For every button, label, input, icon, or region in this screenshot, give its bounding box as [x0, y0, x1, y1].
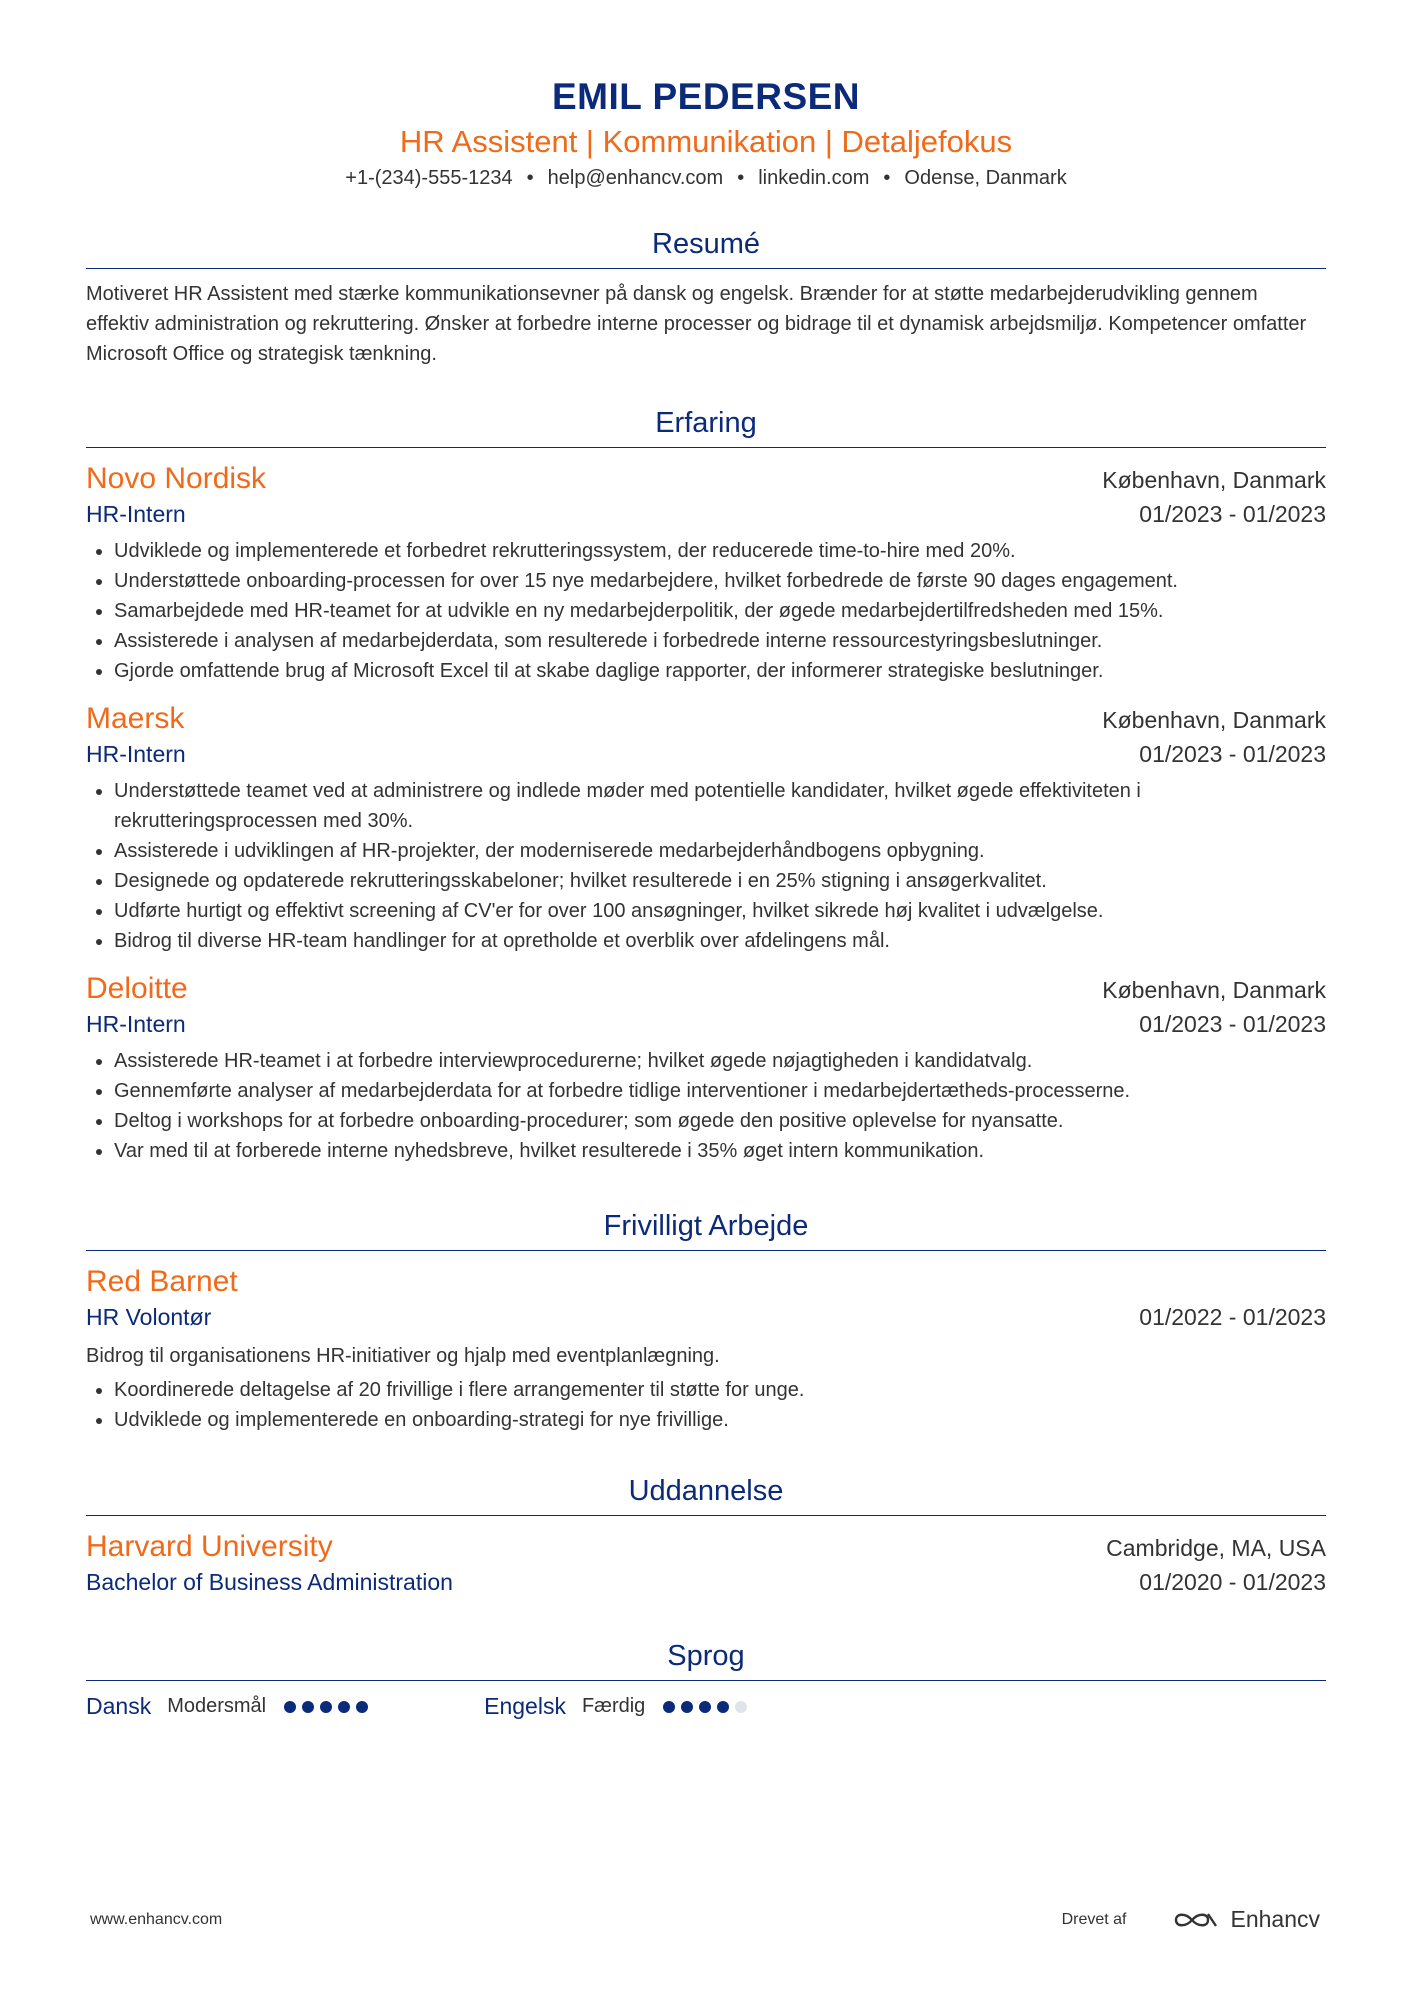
company-name: Deloitte	[86, 972, 188, 1005]
footer-website[interactable]: www.enhancv.com	[90, 1910, 223, 1928]
section-title-summary: Resumé	[86, 224, 1326, 269]
contact-linkedin[interactable]: linkedin.com	[758, 167, 870, 189]
experience-entry	[86, 970, 1326, 1166]
language-rating	[663, 1701, 753, 1713]
volunteer-role: HR Volontør	[86, 1304, 212, 1330]
job-dates: 01/2023 - 01/2023	[1139, 501, 1326, 527]
list-item: Samarbejdede med HR-teamet for at udvikle en ny medarbejderpolitik, der øgede medarbejdertilfredsheden med 15%.	[86, 596, 1326, 626]
language-item	[86, 1693, 374, 1720]
list-item: Gennemførte analyser af medarbejderdata for at forbedre tidlige interventioner i medarbejdertætheds-processerne.	[86, 1076, 1326, 1106]
job-dates: 01/2023 - 01/2023	[1139, 741, 1326, 767]
summary-text: Motiveret HR Assistent med stærke kommunikationsevner på dansk og engelsk. Brænder for at støtte medarbejderudvikling gennem effektiv administration og rekruttering. Ønsker at forbedre interne processer og bidrage til et dynamisk arbejdsmiljø. Kompetencer omfatter Microsoft Office og strategisk tænkning.	[86, 283, 1307, 365]
volunteer-section	[86, 1206, 1326, 1435]
language-list	[86, 1693, 1326, 1720]
list-item: Koordinerede deltagelse af 20 frivillige i flere arrangementer til støtte for unge.	[86, 1375, 1326, 1405]
school-name: Harvard University	[86, 1530, 333, 1563]
job-location: København, Danmark	[1102, 977, 1326, 1003]
rating-dot-filled	[663, 1701, 675, 1713]
job-title: HR-Intern	[86, 1011, 186, 1037]
rating-dot-empty	[735, 1701, 747, 1713]
list-item: Bidrog til diverse HR-team handlinger for at opretholde et overblik over afdelingens mål.	[86, 926, 1326, 956]
contact-location: Odense, Danmark	[904, 167, 1067, 189]
bullet-separator: •	[526, 167, 534, 189]
section-title-education: Uddannelse	[86, 1471, 1326, 1516]
rating-dot-filled	[338, 1701, 350, 1713]
job-title: HR-Intern	[86, 501, 186, 527]
job-location: København, Danmark	[1102, 707, 1326, 733]
rating-dot-filled	[320, 1701, 332, 1713]
education-section	[86, 1471, 1326, 1598]
contact-phone: +1-(234)-555-1234	[345, 167, 513, 189]
list-item: Udviklede og implementerede en onboarding-strategi for nye frivillige.	[86, 1405, 1326, 1435]
list-item: Var med til at forberede interne nyhedsbreve, hvilket resulterede i 35% øget intern kommunikation.	[86, 1136, 1326, 1166]
list-item: Understøttede onboarding-processen for over 15 nye medarbejdere, hvilket forbedrede de første 90 dages engagement.	[86, 566, 1326, 596]
brand-name: Enhancv	[1230, 1906, 1320, 1932]
language-name: Engelsk	[484, 1693, 566, 1719]
list-item: Gjorde omfattende brug af Microsoft Excel til at skabe daglige rapporter, der informerer strategiske beslutninger.	[86, 656, 1326, 686]
list-item: Udførte hurtigt og effektivt screening af CV'er for over 100 ansøgninger, hvilket sikrede høj kvalitet i udvælgelse.	[86, 896, 1326, 926]
company-name: Maersk	[86, 702, 185, 735]
list-item: Assisterede i udviklingen af HR-projekter, der moderniserede medarbejderhåndbogens opbygning.	[86, 836, 1326, 866]
rating-dot-filled	[717, 1701, 729, 1713]
education-entry	[86, 1528, 1326, 1598]
summary-section	[86, 224, 1326, 369]
footer-branding	[1062, 1906, 1320, 1933]
powered-by-label: Drevet af	[1061, 1910, 1127, 1928]
enhancv-logo-icon	[1172, 1908, 1220, 1932]
list-item: Assisterede HR-teamet i at forbedre interviewprocedurerne; hvilket øgede nøjagtigheden i kandidatvalg.	[86, 1046, 1326, 1076]
job-dates: 01/2023 - 01/2023	[1139, 1011, 1326, 1037]
job-location: København, Danmark	[1102, 467, 1326, 493]
achievement-list	[86, 1375, 1326, 1435]
list-item: Assisterede i analysen af medarbejderdata, som resulterede i forbedrede interne ressourcestyringsbeslutninger.	[86, 626, 1326, 656]
resume-page	[86, 74, 1326, 1720]
language-name: Dansk	[86, 1693, 152, 1719]
achievement-list	[86, 536, 1326, 686]
rating-dot-filled	[681, 1701, 693, 1713]
brand-logo[interactable]	[1172, 1906, 1320, 1933]
school-location: Cambridge, MA, USA	[1106, 1535, 1326, 1561]
achievement-list	[86, 776, 1326, 956]
experience-entry	[86, 460, 1326, 686]
languages-section	[86, 1636, 1326, 1720]
language-rating	[284, 1701, 374, 1713]
rating-dot-filled	[699, 1701, 711, 1713]
rating-dot-filled	[284, 1701, 296, 1713]
language-item	[484, 1693, 753, 1720]
language-level: Modersmål	[167, 1695, 267, 1717]
bullet-separator: •	[737, 167, 745, 189]
resume-header	[86, 74, 1326, 192]
rating-dot-filled	[356, 1701, 368, 1713]
volunteer-dates: 01/2022 - 01/2023	[1139, 1304, 1326, 1330]
rating-dot-filled	[302, 1701, 314, 1713]
experience-section	[86, 403, 1326, 1166]
section-title-volunteer: Frivilligt Arbejde	[86, 1206, 1326, 1251]
candidate-name: EMIL PEDERSEN	[551, 76, 861, 117]
page-footer	[90, 1906, 1320, 1933]
experience-entry	[86, 700, 1326, 956]
section-title-languages: Sprog	[86, 1636, 1326, 1681]
organization-name: Red Barnet	[86, 1265, 238, 1298]
list-item: Designede og opdaterede rekrutteringsskabeloner; hvilket resulterede i en 25% stigning i ansøgerkvalitet.	[86, 866, 1326, 896]
contact-email[interactable]: help@enhancv.com	[547, 167, 724, 189]
volunteer-entry	[86, 1263, 1326, 1435]
candidate-tagline: HR Assistent | Kommunikation | Detaljefokus	[399, 124, 1013, 159]
section-title-experience: Erfaring	[86, 403, 1326, 448]
education-dates: 01/2020 - 01/2023	[1139, 1569, 1326, 1595]
degree-name: Bachelor of Business Administration	[86, 1569, 453, 1595]
list-item: Udviklede og implementerede et forbedret rekrutteringssystem, der reducerede time-to-hire med 20%.	[86, 536, 1326, 566]
achievement-list	[86, 1046, 1326, 1166]
bullet-separator: •	[883, 167, 891, 189]
list-item: Understøttede teamet ved at administrere og indlede møder med potentielle kandidater, hvilket øgede effektiviteten i rekrutteringsprocessen med 30%.	[86, 776, 1326, 836]
language-level: Færdig	[581, 1695, 646, 1717]
company-name: Novo Nordisk	[86, 462, 267, 495]
job-title: HR-Intern	[86, 741, 186, 767]
list-item: Deltog i workshops for at forbedre onboarding-procedurer; som øgede den positive oplevelse for nyansatte.	[86, 1106, 1326, 1136]
contact-line	[86, 164, 1326, 192]
volunteer-description: Bidrog til organisationens HR-initiativer og hjalp med eventplanlægning.	[86, 1345, 720, 1367]
